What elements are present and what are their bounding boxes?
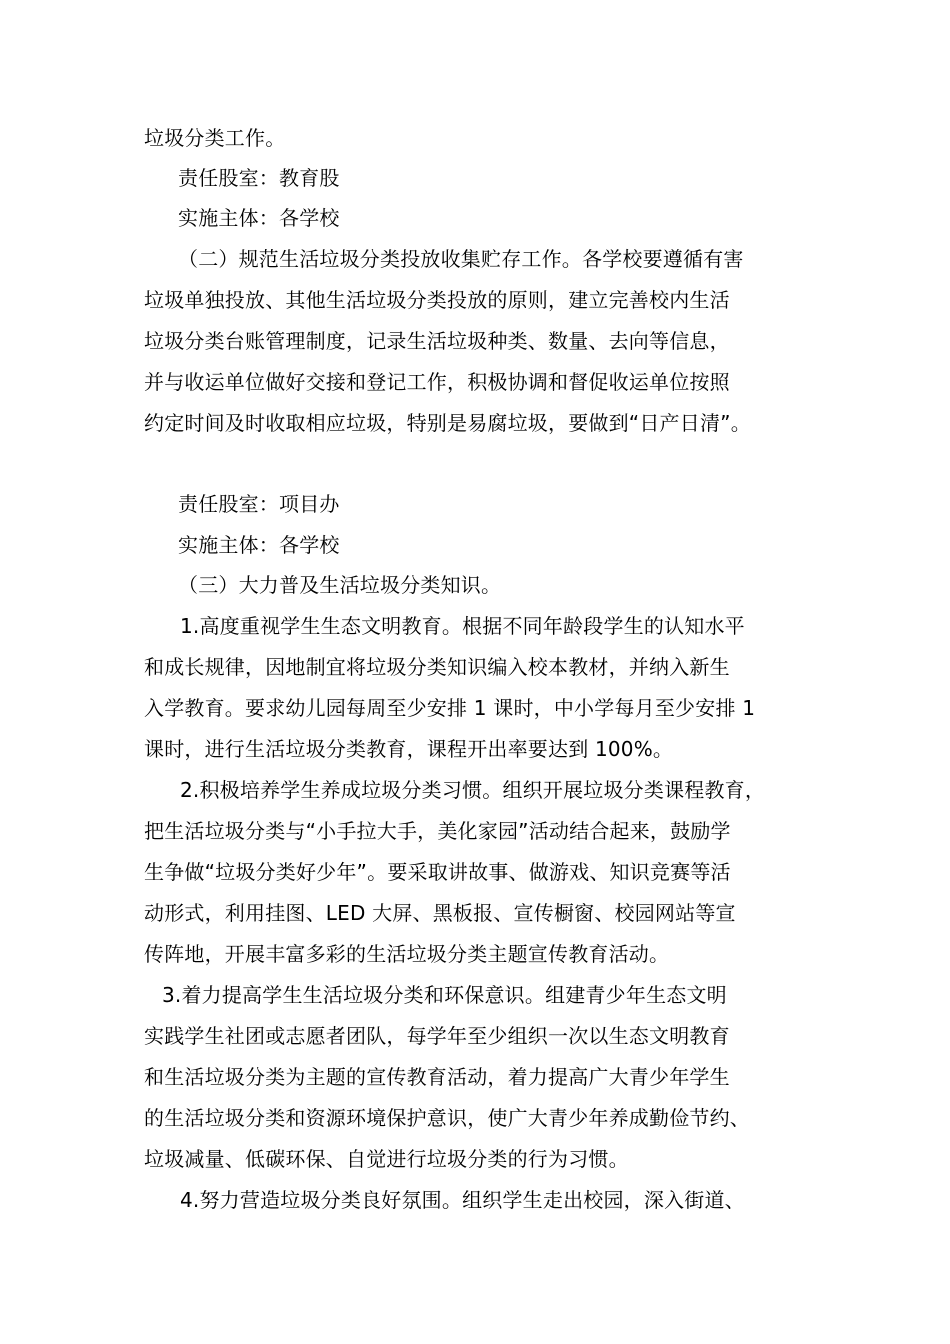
text-line: 垃圾分类台账管理制度，记录生活垃圾种类、数量、去向等信息， — [144, 329, 730, 353]
text-line: 4.努力营造垃圾分类良好氛围。组织学生走出校园，深入街道、 — [180, 1188, 745, 1212]
text-line: 实施主体：各学校 — [178, 533, 340, 557]
text-line: 实施主体：各学校 — [178, 206, 340, 230]
text-line: 生争做“垃圾分类好少年”。要采取讲故事、做游戏、知识竞赛等活 — [144, 860, 731, 884]
text-line: 实践学生社团或志愿者团队，每学年至少组织一次以生态文明教育 — [144, 1024, 730, 1048]
text-line: 垃圾分类工作。 — [144, 126, 286, 150]
text-line: 责任股室：教育股 — [178, 166, 340, 190]
text-line: 的生活垃圾分类和资源环境保护意识，使广大青少年养成勤俭节约、 — [144, 1106, 750, 1130]
text-line: 动形式，利用挂图、LED 大屏、黑板报、宣传橱窗、校园网站等宣 — [144, 901, 736, 925]
text-line: 入学教育。要求幼儿园每周至少安排 1 课时，中小学每月至少安排 1 — [144, 696, 756, 720]
text-line: 1.高度重视学生生态文明教育。根据不同年龄段学生的认知水平 — [180, 614, 745, 638]
text-line: 3.着力提高学生生活垃圾分类和环保意识。组建青少年生态文明 — [162, 983, 727, 1007]
text-line: 并与收运单位做好交接和登记工作，积极协调和督促收运单位按照 — [144, 370, 730, 394]
text-line: 垃圾单独投放、其他生活垃圾分类投放的原则，建立完善校内生活 — [144, 288, 730, 312]
text-line: 课时，进行生活垃圾分类教育，课程开出率要达到 100%。 — [144, 737, 674, 761]
text-line: 责任股室：项目办 — [178, 492, 340, 516]
text-line: 2.积极培养学生养成垃圾分类习惯。组织开展垃圾分类课程教育， — [180, 778, 766, 802]
section-heading: （三）大力普及生活垃圾分类知识。 — [178, 573, 502, 597]
text-line: 把生活垃圾分类与“小手拉大手，美化家园”活动结合起来，鼓励学 — [144, 819, 731, 843]
section-heading: （二）规范生活垃圾分类投放收集贮存工作。各学校要遵循有害 — [178, 247, 744, 271]
text-line: 垃圾减量、低碳环保、自觉进行垃圾分类的行为习惯。 — [144, 1147, 629, 1171]
text-line: 和成长规律，因地制宜将垃圾分类知识编入校本教材，并纳入新生 — [144, 655, 730, 679]
text-line: 和生活垃圾分类为主题的宣传教育活动，着力提高广大青少年学生 — [144, 1065, 730, 1089]
text-line: 约定时间及时收取相应垃圾，特别是易腐垃圾，要做到“日产日清”。 — [144, 411, 751, 435]
text-line: 传阵地，开展丰富多彩的生活垃圾分类主题宣传教育活动。 — [144, 942, 670, 966]
